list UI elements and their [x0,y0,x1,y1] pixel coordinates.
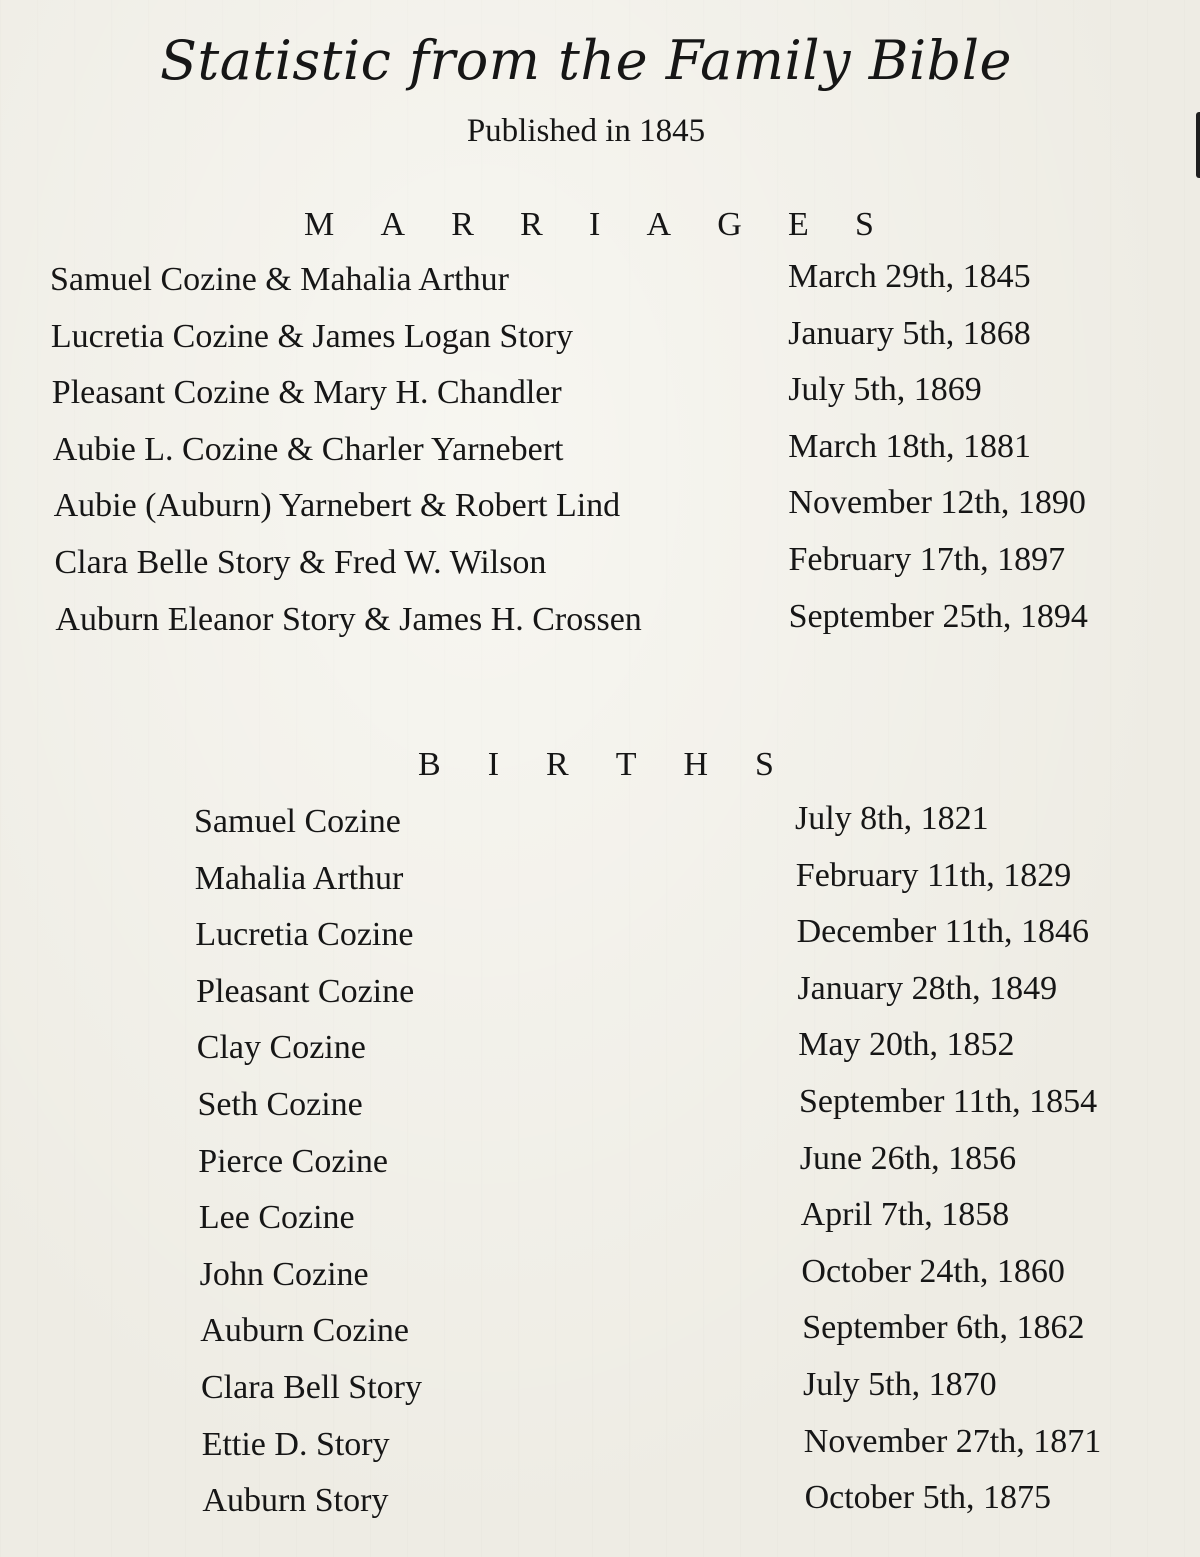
marriage-date: March 29th, 1845 [788,258,1031,295]
heading-letter: S [855,206,874,243]
heading-letter: R [451,206,474,243]
birth-date: December 11th, 1846 [796,913,1089,951]
birth-name: Clara Bell Story [201,1368,422,1406]
birth-name: Mahalia Arthur [194,859,404,897]
heading-letter: R [520,206,543,243]
birth-name: Auburn Cozine [200,1312,409,1350]
marriage-date: July 5th, 1869 [788,371,982,409]
birth-date: July 5th, 1870 [803,1365,997,1403]
marriage-date: September 25th, 1894 [788,597,1088,635]
heading-letter: G [717,206,742,243]
heading-letter: R [546,746,569,783]
heading-letter: A [380,206,405,243]
birth-name: Pierce Cozine [198,1142,388,1180]
heading-letter: S [755,746,774,783]
birth-name: John Cozine [199,1255,369,1293]
heading-letter: B [418,746,441,783]
birth-date: October 5th, 1875 [804,1479,1052,1517]
edge-mark [1196,112,1200,178]
marriage-date: February 17th, 1897 [788,540,1066,578]
birth-name: Auburn Story [202,1482,389,1520]
birth-name: Lee Cozine [198,1199,355,1237]
heading-letter: I [487,746,500,783]
birth-date: September 11th, 1854 [799,1082,1098,1120]
birth-date: September 6th, 1862 [802,1309,1085,1347]
page-subtitle: Published in 1845 [466,113,706,149]
page-title: Statistic from the Family Bible [160,29,1012,92]
heading-letter: H [683,746,709,783]
marriage-date: March 18th, 1881 [788,427,1031,465]
marriage-couple: Lucretia Cozine & James Logan Story [50,317,574,355]
marriages-heading [304,205,874,245]
birth-name: Clay Cozine [196,1029,366,1067]
birth-name: Samuel Cozine [194,803,401,840]
birth-date: February 11th, 1829 [795,856,1072,894]
heading-letter: A [646,206,672,243]
marriage-couple: Aubie L. Cozine & Charler Yarnebert [52,430,564,468]
birth-date: April 7th, 1858 [800,1196,1010,1234]
birth-date: June 26th, 1856 [799,1139,1017,1177]
heading-letter: T [615,746,637,783]
birth-date: May 20th, 1852 [798,1026,1015,1064]
birth-date: November 27th, 1871 [803,1422,1102,1460]
marriage-couple: Samuel Cozine & Mahalia Arthur [50,261,509,298]
heading-letter: M [304,206,335,243]
birth-date: July 8th, 1821 [795,800,989,837]
marriage-couple: Pleasant Cozine & Mary H. Chandler [51,374,562,412]
heading-letter: E [788,206,809,243]
marriage-date: November 12th, 1890 [788,484,1086,522]
births-heading [418,745,774,785]
birth-name: Ettie D. Story [201,1425,390,1463]
birth-date: January 28th, 1849 [797,969,1058,1007]
birth-name: Seth Cozine [197,1085,363,1123]
marriage-date: January 5th, 1868 [788,314,1031,352]
birth-name: Pleasant Cozine [196,972,415,1010]
heading-letter: I [588,206,601,243]
marriage-couple: Clara Belle Story & Fred W. Wilson [54,543,547,581]
marriage-couple: Aubie (Auburn) Yarnebert & Robert Lind [53,487,621,525]
birth-date: October 24th, 1860 [801,1252,1065,1290]
marriage-couple: Auburn Eleanor Story & James H. Crossen [55,600,642,638]
birth-name: Lucretia Cozine [195,916,414,954]
